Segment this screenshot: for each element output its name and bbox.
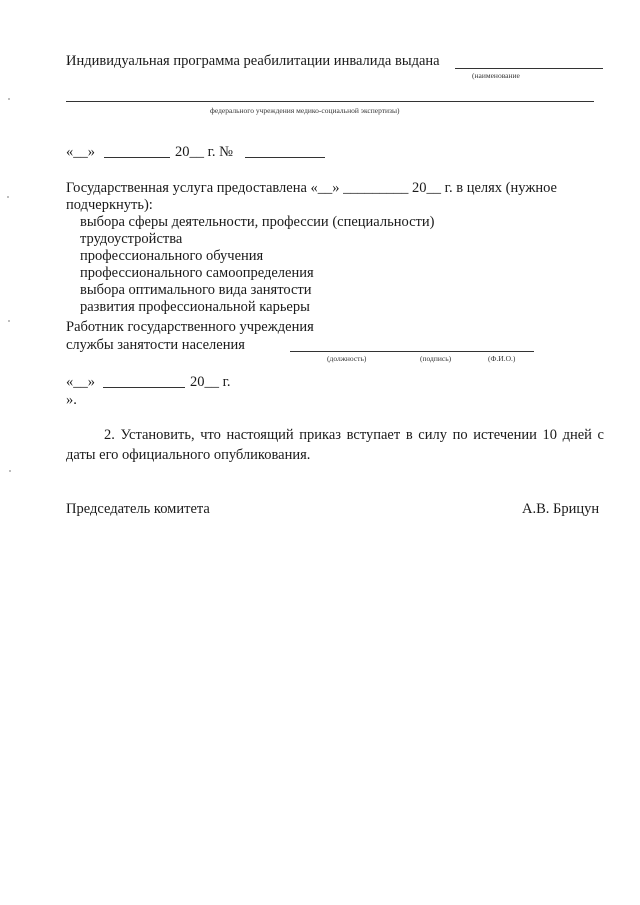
service-option: выбора сферы деятельности, профессии (специальности) <box>80 214 435 230</box>
date-month-blank <box>104 157 170 158</box>
worker-sign-blank <box>290 351 534 352</box>
date2-year: 20__ г. <box>190 374 231 390</box>
caption-signature: (подпись) <box>420 354 452 363</box>
date-year-number: 20__ г. № <box>175 144 234 160</box>
service-line2: подчеркнуть): <box>66 197 153 213</box>
service-option: развития профессиональной карьеры <box>80 299 310 315</box>
clause-2: 2. Установить, что настоящий приказ вступает в силу по истечении 10 дней с даты его официального опубликования. <box>66 427 604 463</box>
worker-line1: Работник государственного учреждения <box>66 319 314 335</box>
number-blank <box>245 157 325 158</box>
chairman-title: Председатель комитета <box>66 501 210 517</box>
org-full-blank <box>66 101 594 102</box>
date2-quote: «__» <box>66 374 95 390</box>
service-option: профессионального самоопределения <box>80 265 314 281</box>
scan-speck <box>8 320 10 322</box>
service-option: трудоустройства <box>80 231 183 247</box>
caption-fio: (Ф.И.О.) <box>488 354 516 363</box>
caption-org: федерального учреждения медико-социальной экспертизы) <box>210 106 400 115</box>
service-option: профессионального обучения <box>80 248 264 264</box>
date-quote: «__» <box>66 144 95 160</box>
caption-position: (должность) <box>327 354 367 363</box>
worker-line2: службы занятости населения <box>66 337 245 353</box>
scan-speck <box>7 196 9 198</box>
date2-closing: ». <box>66 392 77 408</box>
date2-month-blank <box>103 387 185 388</box>
issued-org-blank <box>455 68 603 69</box>
issued-text: Индивидуальная программа реабилитации инвалида выдана <box>66 53 440 69</box>
scan-speck <box>9 470 11 472</box>
scan-speck <box>8 98 10 100</box>
service-option: выбора оптимального вида занятости <box>80 282 312 298</box>
caption-name: (наименование <box>472 71 520 80</box>
service-line1: Государственная услуга предоставлена «__» _________ 20__ г. в целях (нужное <box>66 180 557 196</box>
chairman-name: А.В. Брицун <box>522 501 600 517</box>
